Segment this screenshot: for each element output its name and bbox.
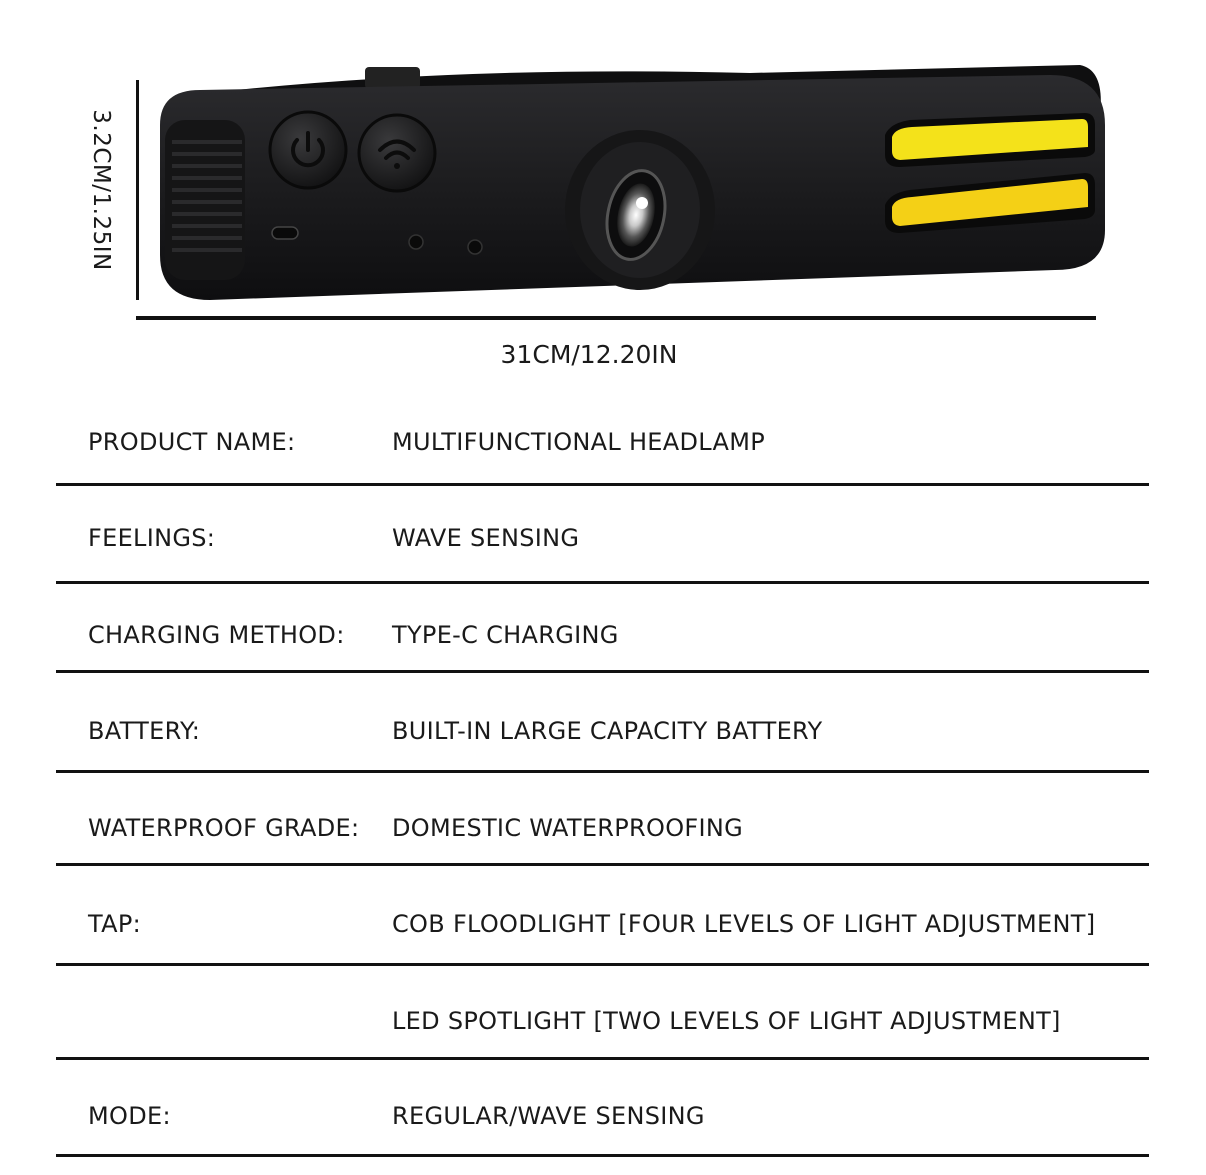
row-divider bbox=[56, 770, 1149, 773]
ribbed-grip bbox=[165, 120, 245, 280]
headlamp-image bbox=[150, 55, 1110, 315]
spec-label: WATERPROOF GRADE: bbox=[88, 814, 360, 842]
row-divider bbox=[56, 670, 1149, 673]
length-dimension-line bbox=[136, 316, 1096, 320]
spec-label: BATTERY: bbox=[88, 717, 201, 745]
height-dimension-line bbox=[136, 80, 139, 300]
height-dimension-label: 3.2CM/1.25IN bbox=[88, 109, 114, 271]
row-divider bbox=[56, 581, 1149, 584]
sensor-dot bbox=[468, 240, 482, 254]
spec-value: TYPE-C CHARGING bbox=[392, 621, 619, 649]
spec-value: REGULAR/WAVE SENSING bbox=[392, 1102, 705, 1130]
spec-value: LED SPOTLIGHT [TWO LEVELS OF LIGHT ADJUSTMENT] bbox=[392, 1007, 1061, 1035]
indicator-led bbox=[409, 235, 423, 249]
spec-label: TAP: bbox=[88, 910, 141, 938]
spec-label: MODE: bbox=[88, 1102, 171, 1130]
row-divider bbox=[56, 1154, 1149, 1157]
spec-value: BUILT-IN LARGE CAPACITY BATTERY bbox=[392, 717, 823, 745]
spec-label: CHARGING METHOD: bbox=[88, 621, 345, 649]
row-divider bbox=[56, 863, 1149, 866]
power-button bbox=[270, 112, 346, 188]
row-divider bbox=[56, 1057, 1149, 1060]
usb-c-port bbox=[272, 227, 298, 239]
spec-label: FEELINGS: bbox=[88, 524, 216, 552]
wave-sensor-button bbox=[359, 115, 435, 191]
row-divider bbox=[56, 483, 1149, 486]
length-dimension-label: 31CM/12.20IN bbox=[500, 340, 678, 369]
product-figure bbox=[0, 0, 1206, 400]
spec-label: PRODUCT NAME: bbox=[88, 428, 296, 456]
spec-value: COB FLOODLIGHT [FOUR LEVELS OF LIGHT ADJUSTMENT] bbox=[392, 910, 1096, 938]
row-divider bbox=[56, 963, 1149, 966]
spec-value: DOMESTIC WATERPROOFING bbox=[392, 814, 744, 842]
led-spotlight bbox=[565, 130, 715, 290]
strap-clip bbox=[365, 67, 420, 89]
spec-value: MULTIFUNCTIONAL HEADLAMP bbox=[392, 428, 765, 456]
spec-value: WAVE SENSING bbox=[392, 524, 580, 552]
